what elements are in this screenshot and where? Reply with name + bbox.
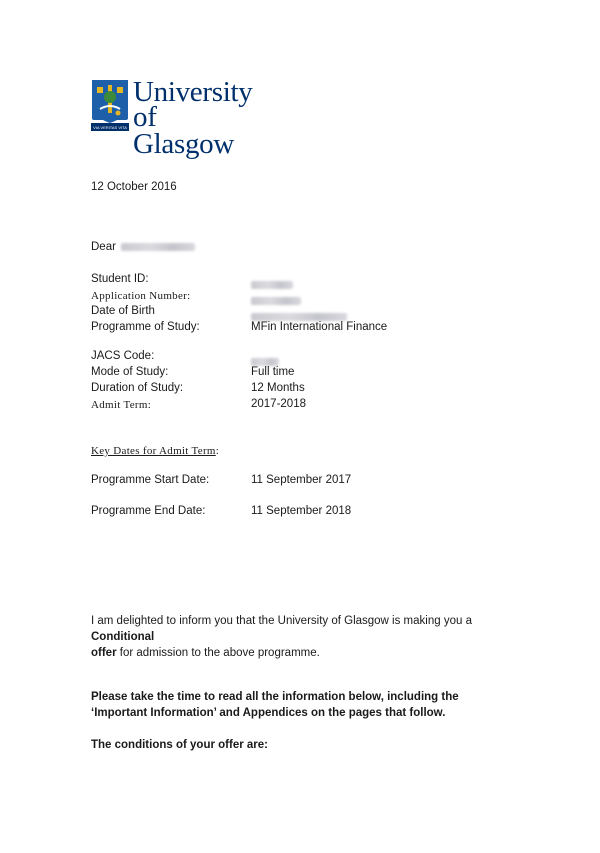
letter-date: 12 October 2016	[91, 181, 177, 193]
programme-end-value: 11 September 2018	[251, 505, 352, 517]
offer-text-1: I am delighted to inform you that the University of Glasgow is making you a	[91, 615, 472, 627]
logo-wordmark-line1: University	[133, 76, 253, 108]
field-label-jacs-code: JACS Code:	[91, 350, 155, 362]
offer-paragraph	[91, 613, 531, 661]
notice-paragraph	[91, 689, 531, 721]
crest-motto: VIA VERITAS VITA	[93, 125, 127, 130]
field-value-admit-term: 2017-2018	[251, 398, 306, 410]
key-dates-heading-colon: :	[215, 445, 220, 457]
offer-word: offer	[91, 647, 117, 659]
key-dates-heading-text: Key Dates for Admit Term	[91, 445, 216, 457]
notice-line-2: ‘Important Information’ and Appendices on the pages that follow.	[91, 707, 446, 719]
salutation-text: Dear	[91, 241, 116, 253]
salutation	[91, 241, 195, 253]
logo-wordmark-line2: of Glasgow	[133, 101, 235, 160]
field-label-mode-of-study: Mode of Study:	[91, 366, 169, 378]
field-value-programme: MFin International Finance	[251, 321, 388, 333]
notice-line-1: Please take the time to read all the information below, including the	[91, 691, 459, 703]
field-label-application-number: Application Number:	[91, 290, 191, 302]
university-crest-icon	[91, 79, 129, 133]
field-label-admit-term: Admit Term:	[91, 399, 152, 411]
redacted-name	[121, 243, 195, 251]
field-label-date-of-birth: Date of Birth	[91, 305, 155, 317]
key-dates-heading	[91, 445, 219, 457]
field-value-mode-of-study: Full time	[251, 366, 295, 378]
programme-end-label: Programme End Date:	[91, 505, 206, 517]
field-label-duration: Duration of Study:	[91, 382, 184, 394]
field-label-programme: Programme of Study:	[91, 321, 200, 333]
offer-text-2: for admission to the above programme.	[116, 647, 320, 659]
field-label-student-id: Student ID:	[91, 273, 149, 285]
programme-start-label: Programme Start Date:	[91, 474, 210, 486]
conditions-heading: The conditions of your offer are:	[91, 739, 268, 751]
university-logo	[91, 76, 261, 160]
field-value-duration: 12 Months	[251, 382, 305, 394]
programme-start-value: 11 September 2017	[251, 474, 352, 486]
offer-conditional: Conditional	[91, 631, 155, 643]
